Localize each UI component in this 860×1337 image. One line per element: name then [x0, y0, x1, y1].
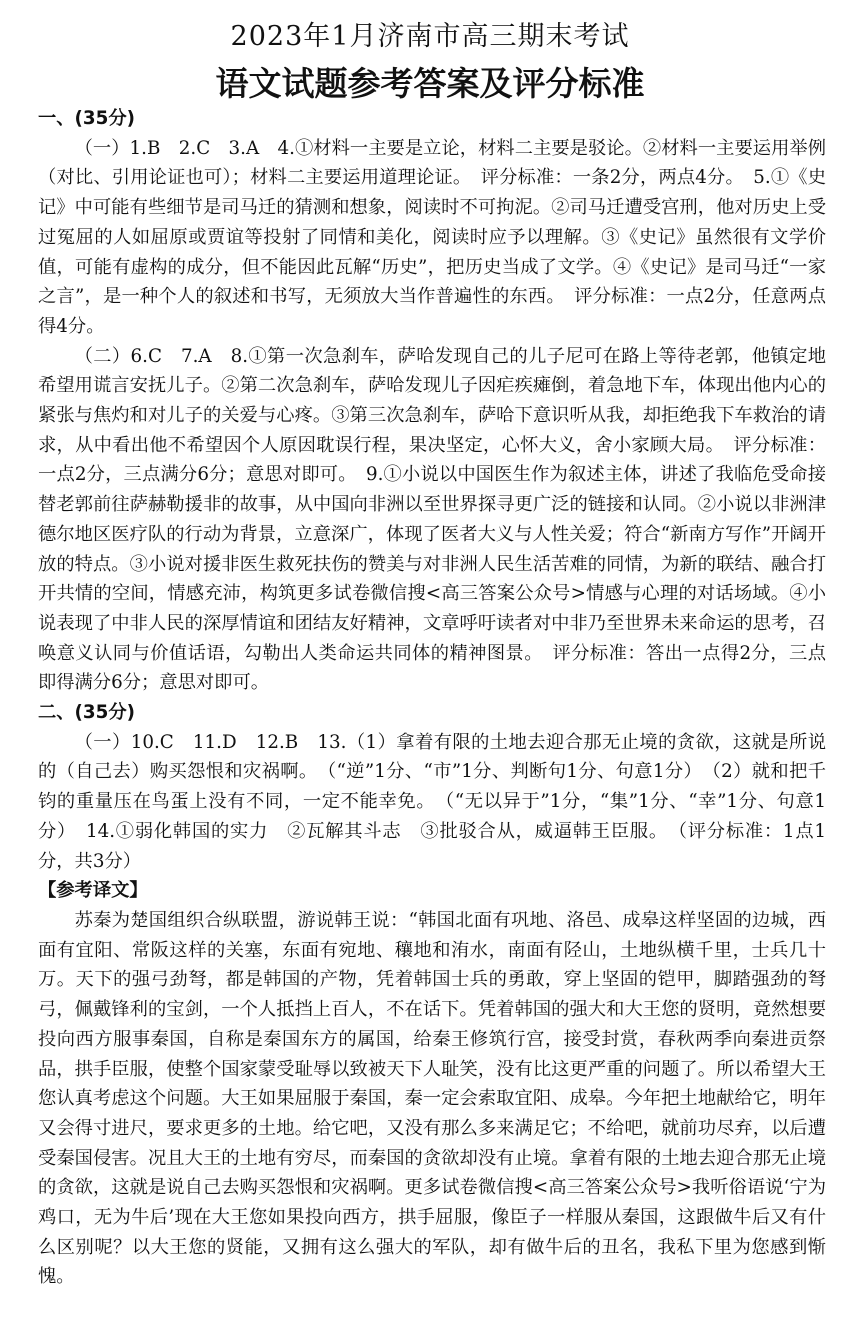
section-2-heading: 二、(35分) [38, 702, 135, 724]
section-2-part-1: （一）10.C 11.D 12.B 13.（1）拿着有限的土地去迎合那无止境的贪欲，这就是所说的（自己去）购买怨恨和灾祸啊。 （“逆”1分、“市”1分、判断句1分、句意1分） （2）就和把千钧的重量压在鸟蛋上没有不同，一定不能幸免。 （“无以异于”1分，“集”1分、“幸”1分、句意1分） 14.①弱化韩国的实力 ②瓦解其斗志 ③批驳合从，威逼韩王臣服。 （评分标准：1点1分，共3分） [38, 731, 826, 872]
document-subtitle: 语文试题参考答案及评分标准 [215, 64, 645, 103]
document-body [38, 104, 826, 1292]
section-1-part-2: （二）6.C 7.A 8.①第一次急刹车，萨哈发现自己的儿子尼可在路上等待老郭，他镇定地希望用谎言安抚儿子。②第二次急刹车，萨哈发现儿子因疟疾瘫倒，着急地下车，体现出他内心的紧张与焦灼和对儿子的关爱与心疼。③第三次急刹车，萨哈下意识听从我，却拒绝我下车救治的请求，从中看出他不希望因个人原因耽误行程，果决坚定，心怀大义，舍小家顾大局。 评分标准：一点2分，三点满分6分；意思对即可。 9.①小说以中国医生作为叙述主体，讲述了我临危受命接替老郭前往萨赫勒援非的故事，从中国向非洲以至世界探寻更广泛的链接和认同。②小说以非洲津德尔地区医疗队的行动为背景，立意深广，体现了医者大义与人性关爱；符合“新南方写作”开阔开放的特点。③小说对援非医生救死扶伤的赞美与对非洲人民生活苦难的同情，为新的联结、融合打开共情的空间，情感充沛，构筑更多试卷微信搜<高三答案公众号>情感与心理的对话场域。④小说表现了中非人民的深厚情谊和团结友好精神，文章呼吁读者对中非乃至世界未来命运的思考，召唤意义认同与价值话语，勾勒出人类命运共同体的精神图景。 评分标准：答出一点得2分，三点即得满分6分；意思对即可。 [38, 345, 826, 694]
section-1-heading: 一、(35分) [38, 108, 135, 129]
section-1-part-1: （一）1.B 2.C 3.A 4.①材料一主要是立论，材料二主要是驳论。②材料一主要运用举例（对比、引用论证也可）；材料二主要运用道理论证。 评分标准：一条2分，两点4分。 5.①《史记》中可能有些细节是司马迁的猜测和想象，阅读时不可拘泥。②司马迁遭受宫刑，他对历史上受过冤屈的人如屈原或贾谊等投射了同情和美化，阅读时应予以理解。③《史记》虽然很有文学价值，可能有虚构的成分，但不能因此瓦解“历史”，把历史当成了文学。④《史记》是司马迁“一家之言”，是一种个人的叙述和书写，无须放大当作普遍性的东西。 评分标准：一点2分，任意两点得4分。 [38, 137, 826, 337]
translation-heading: 【参考译文】 [38, 880, 148, 902]
exam-title: 2023年1月济南市高三期末考试 [230, 21, 630, 52]
translation-body: 苏秦为楚国组织合纵联盟，游说韩王说：“韩国北面有巩地、洛邑、成皋这样坚固的边城，西面有宜阳、常阪这样的关塞，东面有宛地、穰地和洧水，南面有陉山，土地纵横千里，士兵几十万。天下的强弓劲弩，都是韩国的产物，凭着韩国士兵的勇敢，穿上坚固的铠甲，脚踏强劲的弩弓，佩戴锋利的宝剑，一个人抵挡上百人，不在话下。凭着韩国的强大和大王您的贤明，竟然想要投向西方服事秦国，自称是秦国东方的属国，给秦王修筑行宫，接受封赏，春秋两季向秦进贡祭品，拱手臣服，使整个国家蒙受耻辱以致被天下人耻笑，没有比这更严重的问题了。所以希望大王您认真考虑这个问题。大王如果屈服于秦国，秦一定会索取宜阳、成皋。今年把土地献给它，明年又会得寸进尺，要求更多的土地。给它吧，又没有那么多来满足它；不给吧，就前功尽弃，以后遭受秦国侵害。况且大王的土地有穷尽，而秦国的贪欲却没有止境。拿着有限的土地去迎合那无止境的贪欲，这就是说自己去购买怨恨和灾祸啊。更多试卷微信搜<高三答案公众号>我听俗语说‘宁为鸡口，无为牛后’现在大王您如果投向西方，拱手屈服，像臣子一样服从秦国，这跟做牛后又有什么区别呢？以大王您的贤能，又拥有这么强大的军队，却有做牛后的丑名，我私下里为您感到惭愧。 [38, 909, 826, 1288]
